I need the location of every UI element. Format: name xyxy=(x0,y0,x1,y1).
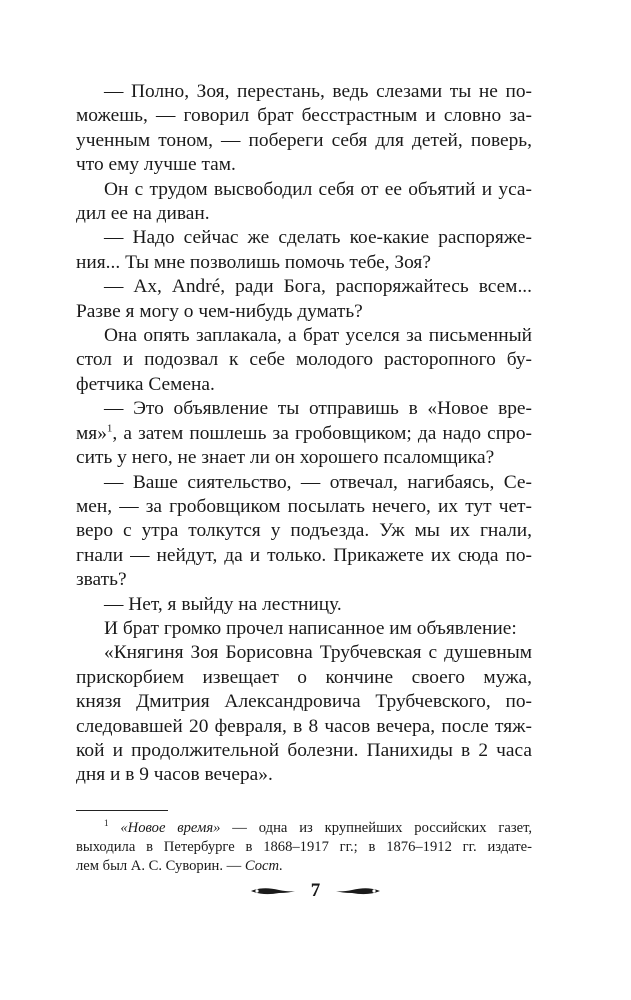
text-line: можешь, — говорил брат бесстрастным и словно за- xyxy=(76,105,532,127)
text-line: прискорбием извещает о кончине своего мужа, xyxy=(76,666,532,688)
footnote-line xyxy=(76,819,532,838)
footnote-line xyxy=(76,857,532,876)
paragraph-5 xyxy=(76,324,532,397)
paragraph-3 xyxy=(76,226,532,275)
text-line xyxy=(76,422,532,446)
page-body xyxy=(76,80,532,876)
text-line: И брат громко прочел написанное им объявление: xyxy=(104,617,517,639)
text-line: — Это объявление ты отправишь в «Новое вре- xyxy=(104,398,532,420)
text-line: ученным тоном, — побереги себя для детей, поверь, xyxy=(76,129,532,151)
text-line: гнали — нейдут, да и только. Прикажете их сюда по- xyxy=(76,544,532,566)
left-ornament-icon xyxy=(249,884,297,898)
text-line: Она опять заплакала, а брат уселся за письменный xyxy=(104,325,532,347)
text-line: фетчика Семена. xyxy=(76,373,215,395)
footnote-text: лем был А. С. Суворин. — xyxy=(76,858,245,875)
text-line: — Полно, Зоя, перестань, ведь слезами ты не по- xyxy=(104,81,532,102)
text-line: стол и подозвал к себе молодого расторопного бу- xyxy=(76,349,532,371)
text-line: «Княгиня Зоя Борисовна Трубчевская с душевным xyxy=(104,642,532,664)
footnote-separator xyxy=(76,810,168,811)
text-line: звать? xyxy=(76,569,127,591)
paragraph-10 xyxy=(76,641,532,787)
text-line: дил ее на диван. xyxy=(76,203,210,225)
text-line: следовавшей 20 февраля, в 8 часов вечера, после тяж- xyxy=(76,715,532,737)
page-folio xyxy=(0,880,631,902)
footnote-text: — одна из крупнейших российских газет, xyxy=(220,819,532,836)
text-line: дня и в 9 часов вечера». xyxy=(76,764,273,786)
text-line: кой и продолжительной болезни. Панихиды в 2 часа xyxy=(76,739,532,761)
text-line: — Ваше сиятельство, — отвечал, нагибаясь, Се- xyxy=(104,471,532,493)
right-ornament-icon xyxy=(334,884,382,898)
paragraph-4 xyxy=(76,275,532,324)
footnote-number: 1 xyxy=(104,817,109,828)
text-line: ния... Ты мне позволишь помочь тебе, Зоя? xyxy=(76,251,431,273)
text-line: Разве я могу о чем-нибудь думать? xyxy=(76,300,363,322)
text-line: мен, — за гробовщиком посылать нечего, их тут чет- xyxy=(76,495,532,517)
text-line: Он с трудом высвободил себя от ее объятий и уса- xyxy=(104,178,532,200)
footnote xyxy=(76,819,532,877)
text-line: что ему лучше там. xyxy=(76,154,236,176)
text-line: — Ах, André, ради Бога, распоряжайтесь всем... xyxy=(104,276,532,298)
page-number: 7 xyxy=(310,880,321,901)
footnote-title: «Новое время» xyxy=(120,819,221,836)
paragraph-1 xyxy=(76,80,532,178)
footnote-marker: 1 xyxy=(106,422,113,435)
paragraph-9 xyxy=(76,617,532,641)
paragraph-6 xyxy=(76,397,532,470)
footnote-line: выходила в Петербурге в 1868–1917 гг.; в 1876–1912 гг. издате- xyxy=(76,838,532,855)
paragraph-7 xyxy=(76,471,532,593)
text-fragment: , а затем пошлешь за гробовщиком; да надо спро- xyxy=(112,422,532,444)
text-line: князя Дмитрия Александровича Трубчевского, по- xyxy=(76,691,532,713)
text-line: — Надо сейчас же сделать кое-какие распоряже- xyxy=(104,227,532,249)
main-text xyxy=(76,80,532,788)
paragraph-8 xyxy=(76,593,532,617)
footnote-author: Сост. xyxy=(244,858,283,875)
text-line: — Нет, я выйду на лестницу. xyxy=(104,593,342,615)
text-line: веро с утра толкутся у подъезда. Уж мы их гнали, xyxy=(76,520,532,542)
text-line: сить у него, не знает ли он хорошего псаломщика? xyxy=(76,447,495,469)
text-fragment: мя» xyxy=(76,422,107,444)
paragraph-2 xyxy=(76,178,532,227)
